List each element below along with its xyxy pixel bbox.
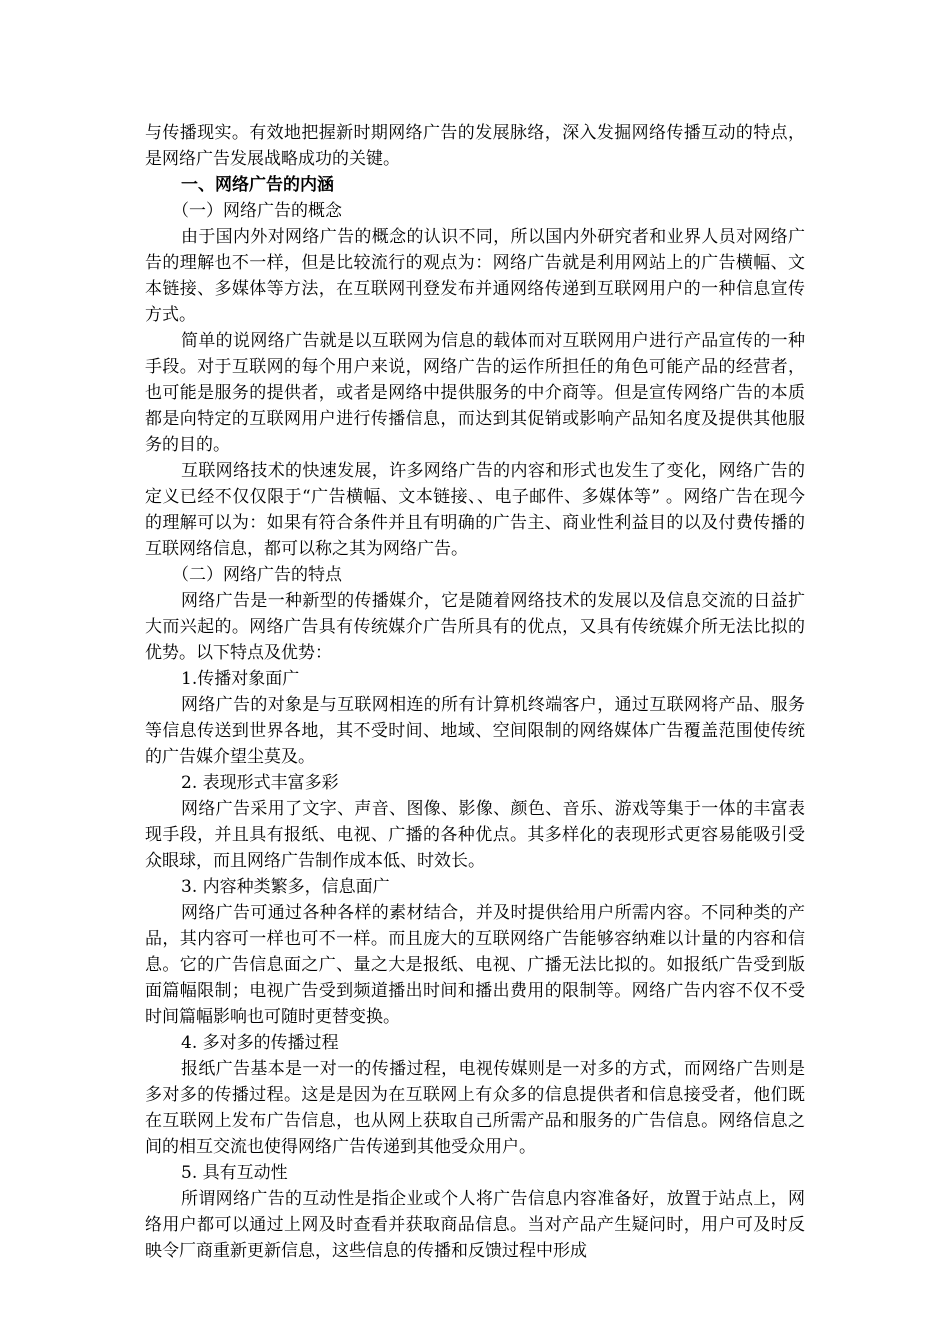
paragraph-concept-1: 由于国内外对网络广告的概念的认识不同，所以国内外研究者和业界人员对网络广告的理解也不一样，但是比较流行的观点为：网络广告就是利用网站上的广告横幅、文本链接、多媒体等方法，在互联网刊登发布并通网络传递到互联网用户的一种信息宣传方式。 [145,227,805,325]
list-item-heading-2: 2. 表现形式丰富多彩 [181,773,339,793]
paragraph-feature-2: 网络广告采用了文字、声音、图像、影像、颜色、音乐、游戏等集于一体的丰富表现手段，并且具有报纸、电视、广播的各种优点。其多样化的表现形式更容易能吸引受众眼球，而且网络广告制作成本低、时效长。 [145,799,805,871]
paragraph-feature-3: 网络广告可通过各种各样的素材结合，并及时提供给用户所需内容。不同种类的产品，其内容可一样也可不一样。而且庞大的互联网络广告能够容纳难以计量的内容和信息。它的广告信息面之广、量之大是报纸、电视、广播无法比拟的。如报纸广告受到版面篇幅限制；电视广告受到频道播出时间和播出费用的限制等。网络广告内容不仅不受时间篇幅影响也可随时更替变换。 [145,903,805,1027]
list-item-heading-4: 4. 多对多的传播过程 [181,1033,339,1053]
paragraph-feature-5: 所谓网络广告的互动性是指企业或个人将广告信息内容准备好，放置于站点上，网络用户都可以通过上网及时查看并获取商品信息。当对产品产生疑问时，用户可及时反映令厂商重新更新信息，这些信息的传播和反馈过程中形成 [145,1189,805,1261]
subsection-heading-features: （二）网络广告的特点 [172,565,342,585]
subsection-heading-concept: （一）网络广告的概念 [172,201,342,221]
paragraph-features-intro: 网络广告是一种新型的传播媒介，它是随着网络技术的发展以及信息交流的日益扩大而兴起的。网络广告具有传统媒介广告所具有的优点，又具有传统媒介所无法比拟的优势。以下特点及优势： [145,591,805,663]
section-heading: 一、网络广告的内涵 [181,175,334,195]
document-page [145,120,805,1264]
list-item-heading-3: 3. 内容种类繁多，信息面广 [181,877,390,897]
paragraph-concept-3: 互联网络技术的快速发展，许多网络广告的内容和形式也发生了变化，网络广告的定义已经不仅仅限于“广告横幅、文本链接、、电子邮件、多媒体等” 。网络广告在现今的理解可以为：如果有符合条件并且有明确的广告主、商业性利益目的以及付费传播的互联网络信息，都可以称之其为网络广告。 [145,461,805,559]
paragraph-concept-2: 简单的说网络广告就是以互联网为信息的载体而对互联网用户进行产品宣传的一种手段。对于互联网的每个用户来说，网络广告的运作所担任的角色可能产品的经营者，也可能是服务的提供者，或者是网络中提供服务的中介商等。但是宣传网络广告的本质都是向特定的互联网用户进行传播信息，而达到其促销或影响产品知名度及提供其他服务的目的。 [145,331,805,455]
paragraph-feature-4: 报纸广告基本是一对一的传播过程，电视传媒则是一对多的方式，而网络广告则是多对多的传播过程。这是是因为在互联网上有众多的信息提供者和信息接受者，他们既在互联网上发布广告信息，也从网上获取自己所需产品和服务的广告信息。网络信息之间的相互交流也使得网络广告传递到其他受众用户。 [145,1059,805,1157]
list-item-heading-5: 5. 具有互动性 [181,1163,288,1183]
paragraph-feature-1: 网络广告的对象是与互联网相连的所有计算机终端客户，通过互联网将产品、服务等信息传送到世界各地，其不受时间、地域、空间限制的网络媒体广告覆盖范围使传统的广告媒介望尘莫及。 [145,695,805,767]
paragraph-intro: 与传播现实。有效地把握新时期网络广告的发展脉络，深入发掘网络传播互动的特点，是网络广告发展战略成功的关键。 [145,123,805,169]
list-item-heading-1: 1.传播对象面广 [181,669,300,689]
